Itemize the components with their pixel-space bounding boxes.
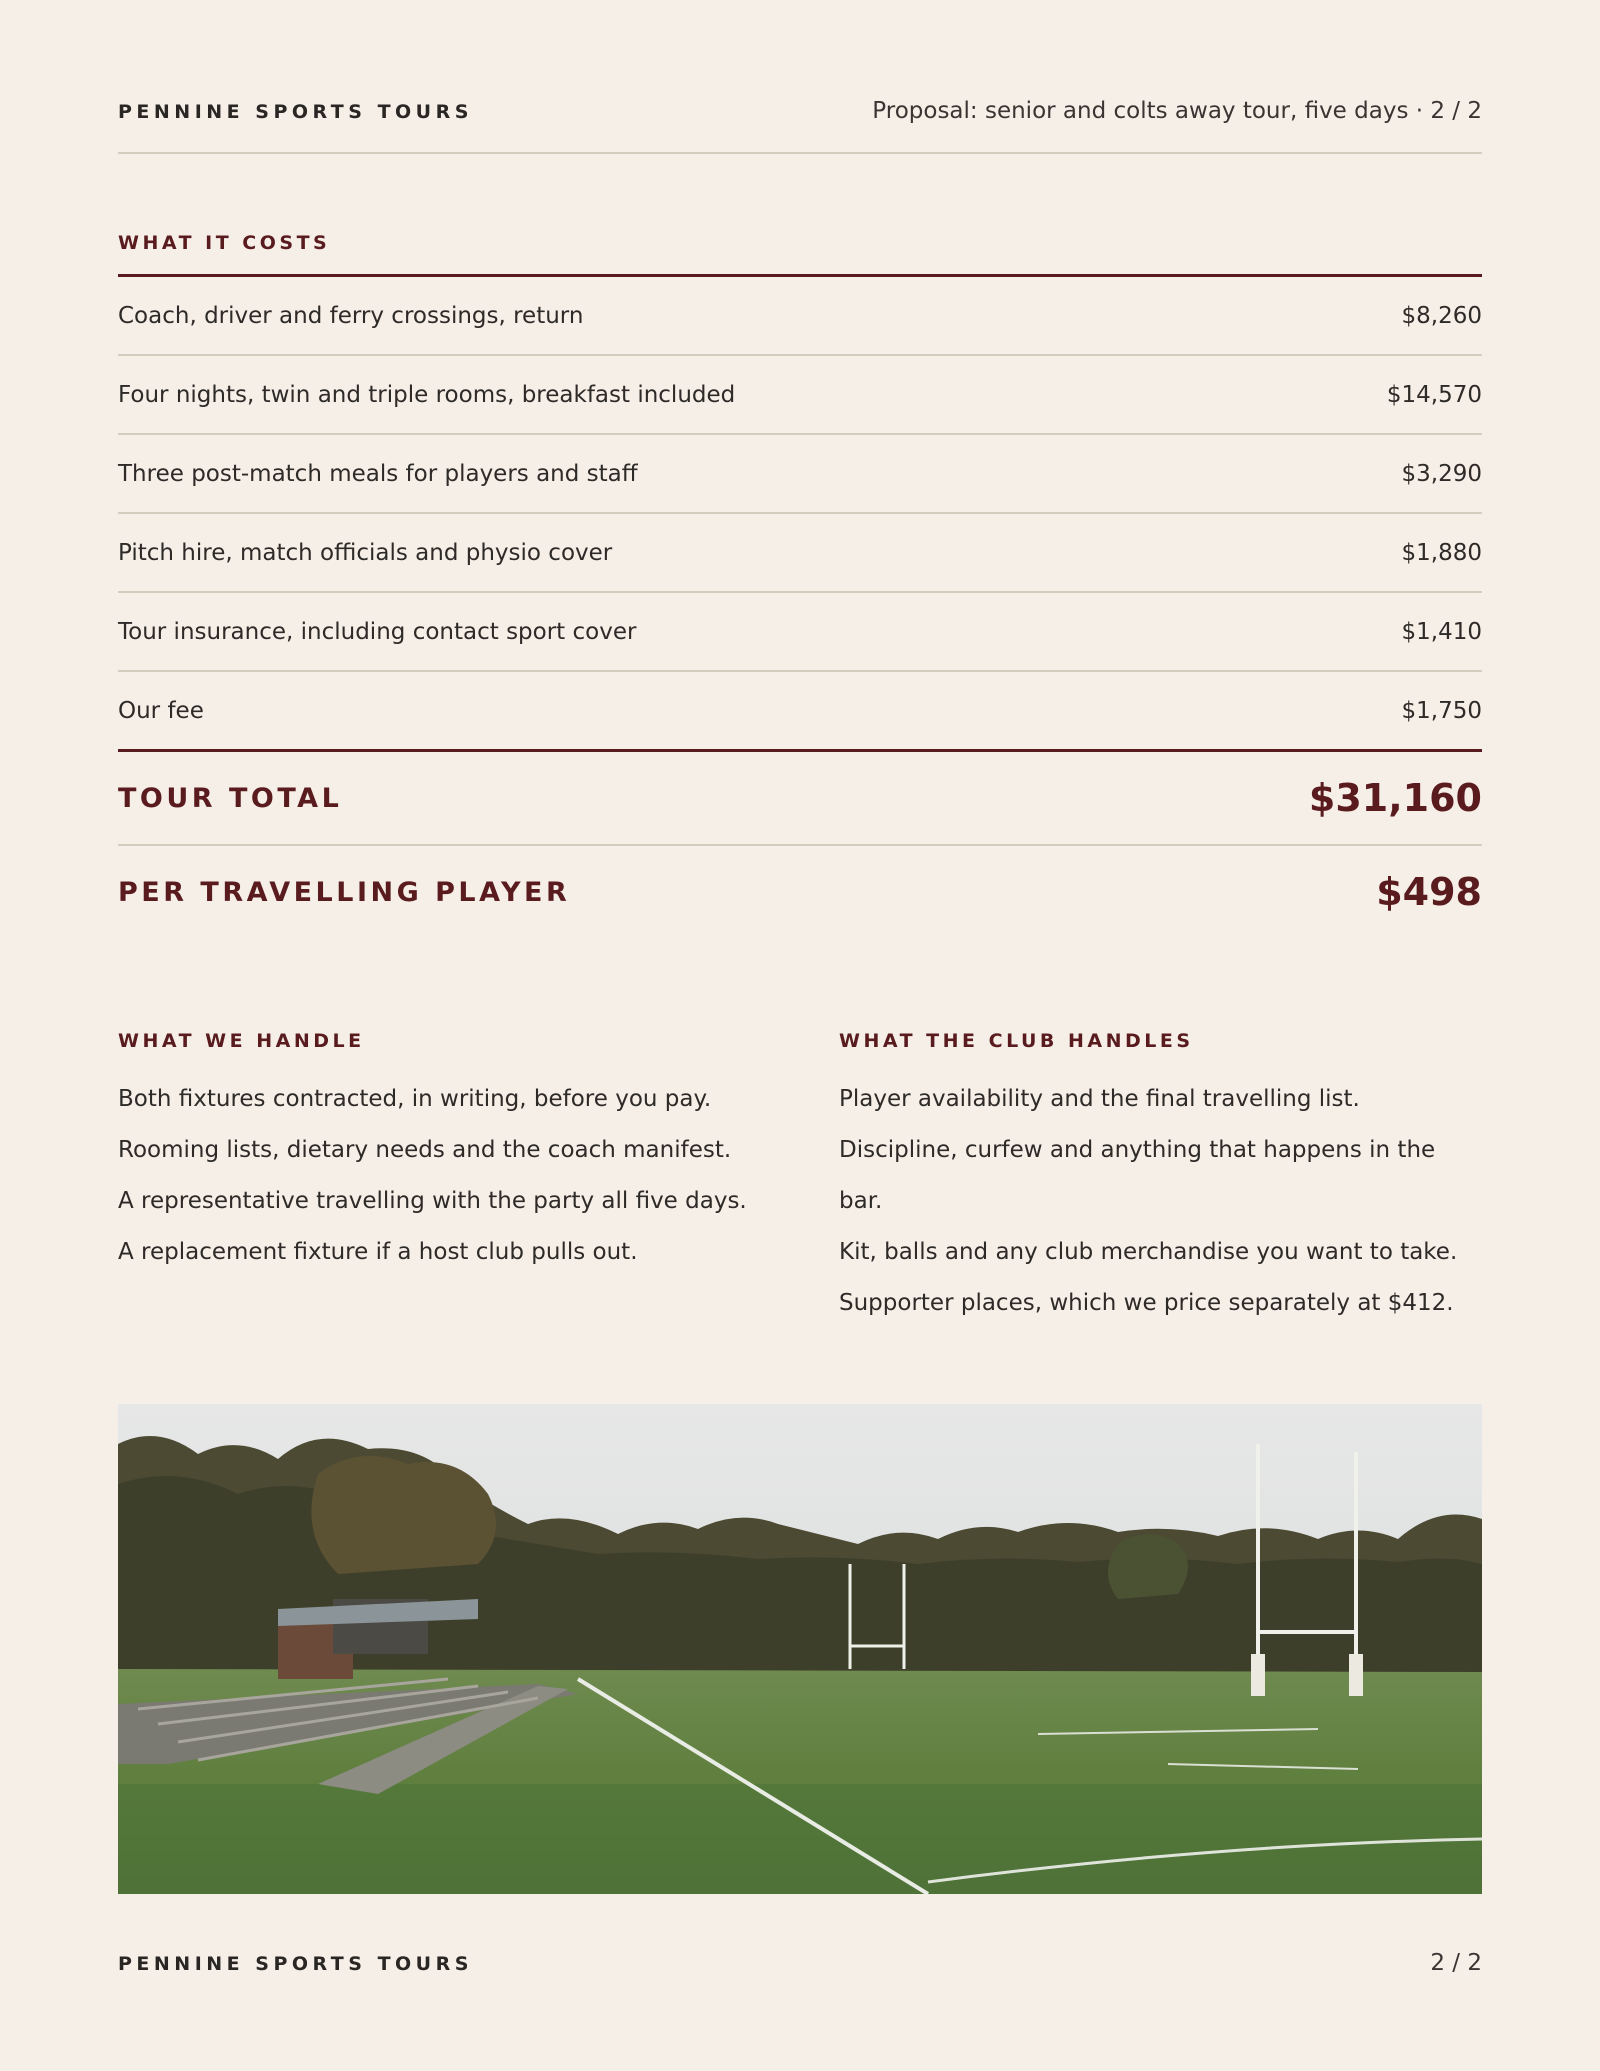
cost-amount: $1,410 xyxy=(1401,618,1482,645)
cost-rows xyxy=(118,277,1482,749)
header-doc-title: Proposal: senior and colts away tour, five days · 2 / 2 xyxy=(872,98,1482,124)
cost-amount: $8,260 xyxy=(1401,302,1482,329)
cost-row xyxy=(118,672,1482,749)
footer-brand: PENNINE SPORTS TOURS xyxy=(118,1953,473,1975)
cost-label: Three post-match meals for players and staff xyxy=(118,460,638,487)
cost-row xyxy=(118,435,1482,514)
cost-label: Our fee xyxy=(118,697,204,724)
cost-amount: $14,570 xyxy=(1386,381,1482,408)
page-number: 2 / 2 xyxy=(1430,1950,1482,1976)
club-handles-item: Discipline, curfew and anything that happens in the bar. xyxy=(839,1137,1436,1214)
tour-total-value: $31,160 xyxy=(1308,776,1482,820)
cost-row xyxy=(118,277,1482,356)
cost-label: Tour insurance, including contact sport cover xyxy=(118,618,637,645)
club-handles-label: WHAT THE CLUB HANDLES xyxy=(839,1030,1194,1052)
tour-total-label: TOUR TOTAL xyxy=(118,782,343,814)
cost-label: Four nights, twin and triple rooms, breakfast included xyxy=(118,381,736,408)
we-handle-label: WHAT WE HANDLE xyxy=(118,1030,365,1052)
club-handles-item: Supporter places, which we price separately at $412. xyxy=(839,1290,1454,1316)
cost-label: Coach, driver and ferry crossings, return xyxy=(118,302,584,329)
per-player-value: $498 xyxy=(1376,870,1482,914)
tour-total-row xyxy=(118,752,1482,846)
we-handle-item: A replacement fixture if a host club pulls out. xyxy=(118,1239,638,1265)
we-handle-item: Rooming lists, dietary needs and the coach manifest. xyxy=(118,1137,732,1163)
cost-row xyxy=(118,356,1482,435)
costs-table xyxy=(118,274,1482,938)
cost-amount: $3,290 xyxy=(1401,460,1482,487)
we-handle-item: A representative travelling with the party all five days. xyxy=(118,1188,747,1214)
rugby-ground-photo xyxy=(118,1404,1482,1894)
club-handles-item: Player availability and the final travelling list. xyxy=(839,1086,1360,1112)
responsibilities xyxy=(118,1030,1482,1329)
per-player-row xyxy=(118,846,1482,938)
we-handle-column xyxy=(118,1030,839,1329)
club-handles-item: Kit, balls and any club merchandise you want to take. xyxy=(839,1239,1458,1265)
header-divider xyxy=(118,152,1482,154)
per-player-label: PER TRAVELLING PLAYER xyxy=(118,876,571,908)
club-handles-column xyxy=(839,1030,1482,1329)
we-handle-item: Both fixtures contracted, in writing, before you pay. xyxy=(118,1086,712,1112)
cost-label: Pitch hire, match officials and physio cover xyxy=(118,539,613,566)
cost-row xyxy=(118,593,1482,672)
cost-row xyxy=(118,514,1482,593)
cost-amount: $1,880 xyxy=(1401,539,1482,566)
cost-amount: $1,750 xyxy=(1401,697,1482,724)
page-header xyxy=(118,98,1482,124)
header-brand: PENNINE SPORTS TOURS xyxy=(118,101,473,123)
costs-section-label: WHAT IT COSTS xyxy=(118,232,331,254)
page-footer xyxy=(118,1950,1482,1976)
